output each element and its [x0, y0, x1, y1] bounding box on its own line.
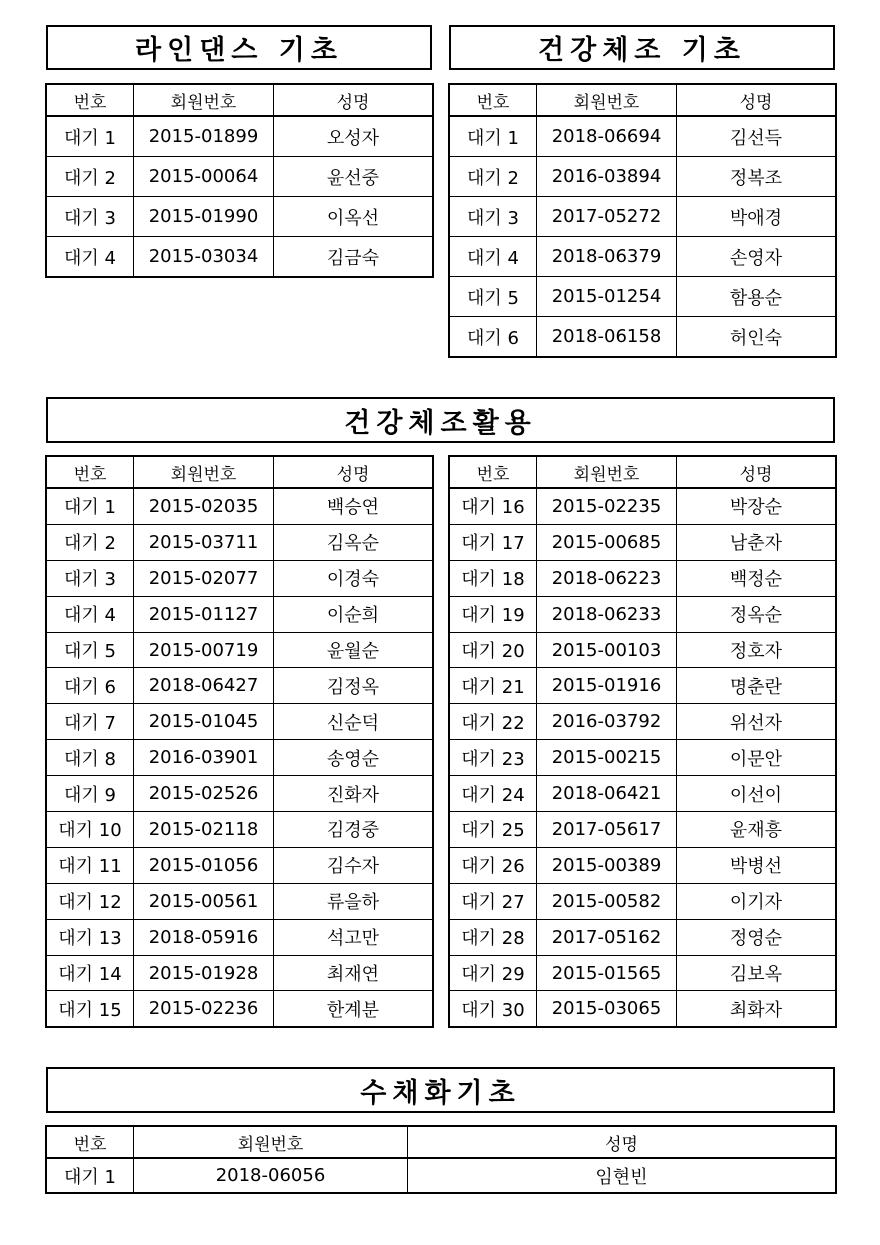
cell-member-name: 함용순	[677, 277, 836, 317]
table-row	[47, 740, 433, 776]
cell-member-name: 정영순	[677, 919, 836, 955]
cell-member-number: 2015-00685	[537, 524, 677, 560]
cell-member-number: 2015-02118	[134, 812, 274, 848]
cell-member-name: 김경중	[274, 812, 433, 848]
cell-member-name: 박병선	[677, 847, 836, 883]
cell-waitlist-no: 대기 6	[47, 668, 134, 704]
header-no: 번호	[450, 85, 537, 117]
cell-waitlist-no: 대기 15	[47, 991, 134, 1027]
cell-member-number: 2018-05916	[134, 919, 274, 955]
cell-member-number: 2015-03034	[134, 237, 274, 277]
cell-member-name: 윤선중	[274, 157, 433, 197]
cell-member-number: 2015-01254	[537, 277, 677, 317]
table-row	[47, 237, 433, 277]
table-row	[47, 197, 433, 237]
cell-waitlist-no: 대기 3	[47, 197, 134, 237]
cell-member-number: 2015-01565	[537, 955, 677, 991]
cell-member-number: 2015-01916	[537, 668, 677, 704]
cell-member-name: 오성자	[274, 116, 433, 157]
cell-member-name: 김옥순	[274, 524, 433, 560]
cell-member-name: 김수자	[274, 847, 433, 883]
cell-waitlist-no: 대기 30	[450, 991, 537, 1027]
cell-waitlist-no: 대기 23	[450, 740, 537, 776]
header-name: 성명	[677, 457, 836, 489]
cell-member-name: 신순덕	[274, 704, 433, 740]
cell-member-number: 2015-03065	[537, 991, 677, 1027]
cell-member-number: 2015-01899	[134, 116, 274, 157]
cell-member-number: 2018-06056	[134, 1158, 408, 1193]
cell-member-number: 2018-06421	[537, 776, 677, 812]
cell-waitlist-no: 대기 4	[450, 237, 537, 277]
cell-member-name: 백승연	[274, 488, 433, 524]
cell-member-name: 이기자	[677, 883, 836, 919]
table-row	[450, 847, 836, 883]
section-title-health-active: 건강체조활용	[46, 397, 835, 443]
table-row	[47, 157, 433, 197]
cell-waitlist-no: 대기 1	[47, 488, 134, 524]
cell-waitlist-no: 대기 19	[450, 596, 537, 632]
cell-member-name: 박장순	[677, 488, 836, 524]
cell-waitlist-no: 대기 29	[450, 955, 537, 991]
cell-waitlist-no: 대기 21	[450, 668, 537, 704]
cell-member-name: 김보옥	[677, 955, 836, 991]
cell-member-number: 2018-06223	[537, 560, 677, 596]
cell-waitlist-no: 대기 1	[47, 1158, 134, 1193]
cell-waitlist-no: 대기 22	[450, 704, 537, 740]
cell-member-name: 이경숙	[274, 560, 433, 596]
cell-member-name: 정호자	[677, 632, 836, 668]
table-row	[47, 524, 433, 560]
cell-member-number: 2015-00582	[537, 883, 677, 919]
cell-member-number: 2015-01127	[134, 596, 274, 632]
cell-waitlist-no: 대기 27	[450, 883, 537, 919]
table-row	[450, 812, 836, 848]
waitlist-table-watercolor-basic	[46, 1126, 836, 1193]
table-row	[450, 704, 836, 740]
header-member-number: 회원번호	[537, 85, 677, 117]
cell-waitlist-no: 대기 10	[47, 812, 134, 848]
cell-waitlist-no: 대기 5	[450, 277, 537, 317]
cell-waitlist-no: 대기 1	[47, 116, 134, 157]
cell-member-name: 명춘란	[677, 668, 836, 704]
cell-member-name: 윤월순	[274, 632, 433, 668]
header-name: 성명	[408, 1127, 836, 1159]
waitlist-table-health-active-left	[46, 456, 433, 1027]
cell-member-name: 손영자	[677, 237, 836, 277]
cell-member-number: 2018-06233	[537, 596, 677, 632]
cell-waitlist-no: 대기 20	[450, 632, 537, 668]
table-row	[450, 955, 836, 991]
cell-member-name: 이선이	[677, 776, 836, 812]
table-row	[47, 812, 433, 848]
cell-member-name: 이순희	[274, 596, 433, 632]
cell-member-number: 2018-06379	[537, 237, 677, 277]
table-row	[450, 197, 836, 237]
table-row	[47, 919, 433, 955]
cell-member-number: 2015-02526	[134, 776, 274, 812]
cell-member-number: 2015-01990	[134, 197, 274, 237]
cell-member-number: 2015-02035	[134, 488, 274, 524]
cell-waitlist-no: 대기 5	[47, 632, 134, 668]
table-row	[47, 596, 433, 632]
cell-member-number: 2015-00064	[134, 157, 274, 197]
cell-member-number: 2015-03711	[134, 524, 274, 560]
table-row	[450, 317, 836, 357]
table-row	[47, 883, 433, 919]
header-name: 성명	[274, 85, 433, 117]
header-name: 성명	[274, 457, 433, 489]
cell-waitlist-no: 대기 4	[47, 237, 134, 277]
table-row	[450, 919, 836, 955]
cell-member-name: 정복조	[677, 157, 836, 197]
waitlist-table-health-active-right	[449, 456, 836, 1027]
cell-waitlist-no: 대기 2	[450, 157, 537, 197]
header-member-number: 회원번호	[134, 85, 274, 117]
cell-member-name: 박애경	[677, 197, 836, 237]
cell-member-name: 남춘자	[677, 524, 836, 560]
table-row	[450, 596, 836, 632]
cell-member-number: 2015-01045	[134, 704, 274, 740]
cell-member-name: 정옥순	[677, 596, 836, 632]
section-title-watercolor-basic: 수채화기초	[46, 1067, 835, 1113]
table-row	[450, 157, 836, 197]
cell-member-name: 임현빈	[408, 1158, 836, 1193]
cell-member-name: 송영순	[274, 740, 433, 776]
section-title-health-basic: 건강체조 기초	[449, 25, 835, 70]
cell-member-name: 김정옥	[274, 668, 433, 704]
table-row	[450, 668, 836, 704]
table-row	[450, 632, 836, 668]
cell-member-number: 2017-05272	[537, 197, 677, 237]
cell-waitlist-no: 대기 6	[450, 317, 537, 357]
header-no: 번호	[450, 457, 537, 489]
cell-waitlist-no: 대기 14	[47, 955, 134, 991]
cell-member-name: 석고만	[274, 919, 433, 955]
table-row	[450, 237, 836, 277]
cell-member-number: 2015-02236	[134, 991, 274, 1027]
cell-member-name: 윤재흥	[677, 812, 836, 848]
cell-waitlist-no: 대기 2	[47, 524, 134, 560]
cell-member-number: 2017-05617	[537, 812, 677, 848]
table-row	[47, 668, 433, 704]
cell-member-number: 2016-03792	[537, 704, 677, 740]
table-row	[450, 560, 836, 596]
cell-member-name: 류을하	[274, 883, 433, 919]
table-row	[450, 488, 836, 524]
cell-member-number: 2015-01056	[134, 847, 274, 883]
cell-member-name: 이옥선	[274, 197, 433, 237]
table-row	[47, 1158, 836, 1193]
cell-member-name: 이문안	[677, 740, 836, 776]
cell-member-name: 김금숙	[274, 237, 433, 277]
cell-waitlist-no: 대기 24	[450, 776, 537, 812]
cell-member-name: 진화자	[274, 776, 433, 812]
table-row	[47, 991, 433, 1027]
cell-member-number: 2015-01928	[134, 955, 274, 991]
table-row	[47, 632, 433, 668]
table-row	[47, 116, 433, 157]
header-member-number: 회원번호	[134, 457, 274, 489]
cell-waitlist-no: 대기 3	[47, 560, 134, 596]
cell-member-number: 2015-00389	[537, 847, 677, 883]
cell-member-number: 2016-03894	[537, 157, 677, 197]
table-row	[450, 883, 836, 919]
cell-waitlist-no: 대기 3	[450, 197, 537, 237]
section-title-line-dance: 라인댄스 기초	[46, 25, 432, 70]
table-row	[450, 991, 836, 1027]
table-row	[450, 740, 836, 776]
table-row	[450, 524, 836, 560]
header-member-number: 회원번호	[134, 1127, 408, 1159]
header-no: 번호	[47, 457, 134, 489]
table-row	[47, 955, 433, 991]
cell-member-name: 허인숙	[677, 317, 836, 357]
cell-waitlist-no: 대기 8	[47, 740, 134, 776]
cell-member-number: 2018-06694	[537, 116, 677, 157]
header-no: 번호	[47, 1127, 134, 1159]
cell-waitlist-no: 대기 13	[47, 919, 134, 955]
cell-waitlist-no: 대기 12	[47, 883, 134, 919]
cell-waitlist-no: 대기 4	[47, 596, 134, 632]
table-row	[47, 704, 433, 740]
header-no: 번호	[47, 85, 134, 117]
cell-member-number: 2015-00719	[134, 632, 274, 668]
cell-waitlist-no: 대기 18	[450, 560, 537, 596]
cell-waitlist-no: 대기 9	[47, 776, 134, 812]
table-row	[47, 560, 433, 596]
table-row	[47, 847, 433, 883]
cell-member-name: 최재연	[274, 955, 433, 991]
cell-member-name: 한계분	[274, 991, 433, 1027]
cell-waitlist-no: 대기 28	[450, 919, 537, 955]
cell-member-name: 위선자	[677, 704, 836, 740]
cell-member-number: 2015-02077	[134, 560, 274, 596]
cell-waitlist-no: 대기 2	[47, 157, 134, 197]
table-row	[450, 776, 836, 812]
waitlist-table-line-dance	[46, 84, 433, 277]
waitlist-table-health-basic	[449, 84, 836, 357]
cell-member-number: 2015-00103	[537, 632, 677, 668]
cell-member-number: 2015-00561	[134, 883, 274, 919]
cell-waitlist-no: 대기 26	[450, 847, 537, 883]
cell-waitlist-no: 대기 7	[47, 704, 134, 740]
header-member-number: 회원번호	[537, 457, 677, 489]
table-row	[450, 116, 836, 157]
cell-waitlist-no: 대기 17	[450, 524, 537, 560]
cell-member-number: 2017-05162	[537, 919, 677, 955]
cell-member-number: 2018-06158	[537, 317, 677, 357]
cell-waitlist-no: 대기 16	[450, 488, 537, 524]
cell-waitlist-no: 대기 11	[47, 847, 134, 883]
cell-member-number: 2015-00215	[537, 740, 677, 776]
header-name: 성명	[677, 85, 836, 117]
cell-member-name: 김선득	[677, 116, 836, 157]
cell-member-name: 백정순	[677, 560, 836, 596]
cell-waitlist-no: 대기 25	[450, 812, 537, 848]
cell-member-number: 2016-03901	[134, 740, 274, 776]
cell-member-name: 최화자	[677, 991, 836, 1027]
table-row	[47, 488, 433, 524]
cell-member-number: 2015-02235	[537, 488, 677, 524]
table-row	[47, 776, 433, 812]
cell-waitlist-no: 대기 1	[450, 116, 537, 157]
cell-member-number: 2018-06427	[134, 668, 274, 704]
table-row	[450, 277, 836, 317]
